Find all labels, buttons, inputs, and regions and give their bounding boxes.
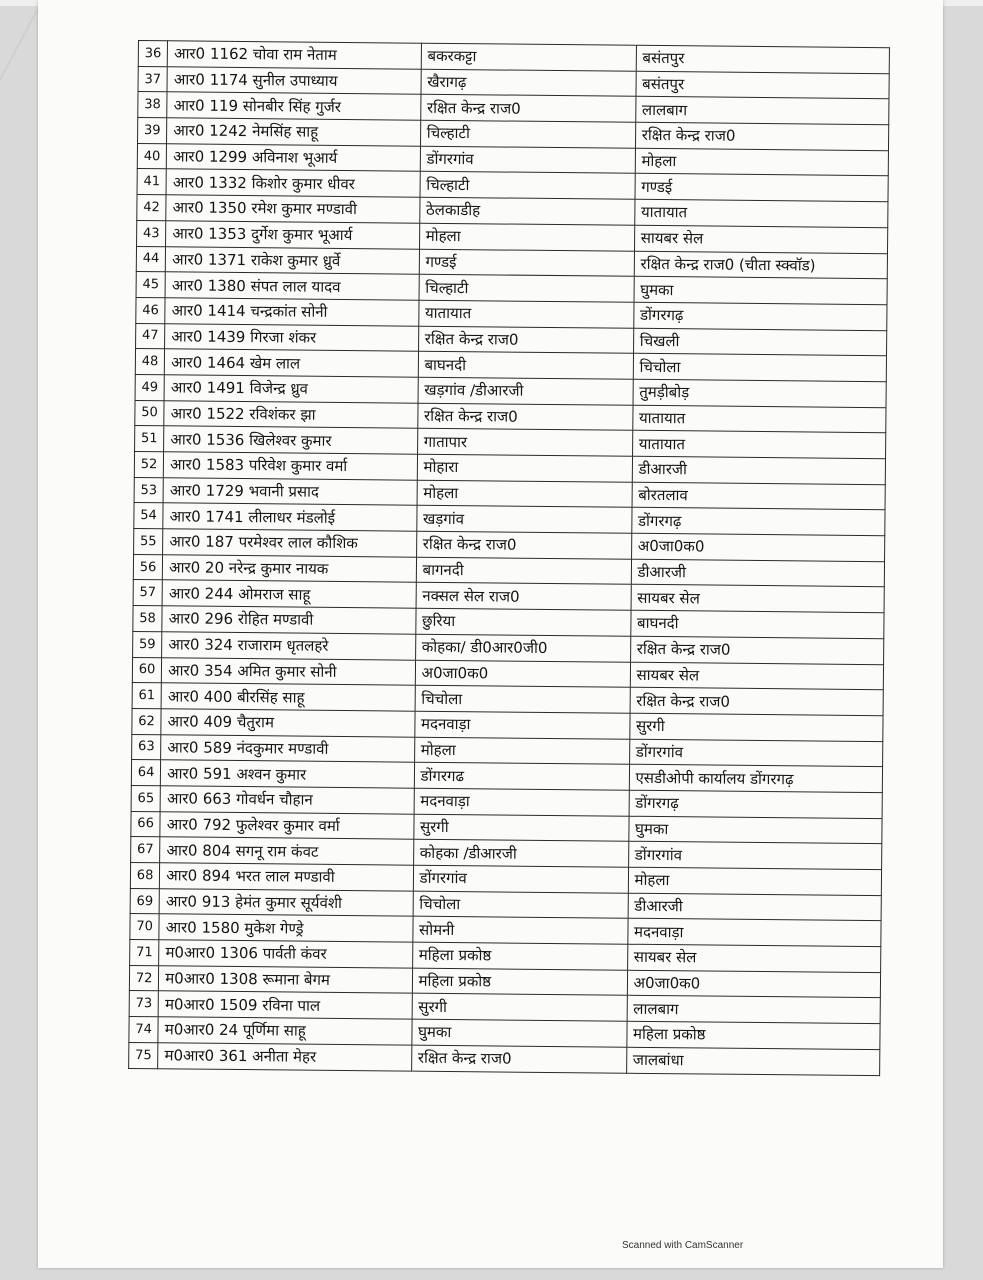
row-serial: 66 — [131, 811, 161, 837]
row-serial: 36 — [138, 41, 168, 67]
row-serial: 65 — [131, 785, 161, 811]
row-name: आर0 244 ओमराज साहू — [162, 580, 416, 608]
row-name: आर0 894 भरत लाल मण्डावी — [160, 863, 414, 891]
row-serial: 42 — [137, 195, 167, 221]
row-to-posting: जालबांधा — [626, 1047, 880, 1075]
row-from-posting: महिला प्रकोष्ठ — [412, 942, 627, 970]
row-from-posting: यातायात — [418, 300, 633, 328]
row-to-posting: डोंगरगढ़ — [633, 302, 887, 330]
row-to-posting: रक्षित केन्द्र राज0 — [630, 636, 884, 664]
row-name: आर0 119 सोनबीर सिंह गुर्जर — [167, 92, 421, 120]
row-to-posting: यातायात — [632, 431, 886, 459]
row-from-posting: मोहला — [414, 737, 629, 765]
row-to-posting: बसंतपुर — [636, 71, 890, 99]
row-from-posting: डोंगरगढ — [414, 762, 629, 790]
row-from-posting: खड़गांव — [416, 506, 631, 534]
row-name: म0आर0 1306 पार्वती कंवर — [159, 940, 413, 968]
row-serial: 43 — [137, 220, 167, 246]
row-from-posting: नक्सल सेल राज0 — [416, 583, 631, 611]
row-to-posting: अ0जा0क0 — [631, 533, 885, 561]
row-from-posting: बाघनदी — [418, 351, 633, 379]
row-name: आर0 1464 खेम लाल — [165, 349, 419, 377]
row-name: म0आर0 1509 रविना पाल — [158, 991, 412, 1019]
row-name: आर0 804 सगनू राम कंवट — [160, 837, 414, 865]
row-serial: 64 — [131, 760, 161, 786]
row-to-posting: यातायात — [634, 199, 888, 227]
row-name: आर0 792 फुलेश्वर कुमार वर्मा — [160, 811, 414, 839]
row-from-posting: छुरिया — [415, 608, 630, 636]
row-from-posting: बकरकट्टा — [421, 43, 636, 71]
row-from-posting: मोहला — [417, 480, 632, 508]
row-to-posting: डोंगरगांव — [628, 842, 882, 870]
row-serial: 46 — [136, 297, 166, 323]
row-name: आर0 1522 रविशंकर झा — [164, 400, 418, 428]
row-name: आर0 663 गोवर्धन चौहान — [160, 786, 414, 814]
row-to-posting: घुमका — [628, 816, 882, 844]
row-to-posting: सायबर सेल — [634, 225, 888, 253]
row-serial: 63 — [132, 734, 162, 760]
row-name: आर0 1491 विजेन्द्र ध्रुव — [164, 375, 418, 403]
row-name: आर0 1414 चन्द्रकांत सोनी — [165, 298, 419, 326]
row-name: आर0 296 रोहित मण्डावी — [162, 606, 416, 634]
row-name: आर0 1332 किशोर कुमार धीवर — [166, 169, 420, 197]
row-to-posting: महिला प्रकोष्ठ — [626, 1021, 880, 1049]
row-to-posting: बोरतलाव — [632, 482, 886, 510]
row-serial: 48 — [135, 349, 165, 375]
table-body — [129, 41, 890, 1076]
row-serial: 39 — [138, 118, 168, 144]
row-from-posting: गण्डई — [419, 249, 634, 277]
row-serial: 75 — [129, 1042, 159, 1068]
row-serial: 59 — [133, 631, 163, 657]
row-to-posting: चिचोला — [633, 354, 887, 382]
row-from-posting: रक्षित केन्द्र राज0 — [420, 95, 635, 123]
row-to-posting: लालबाग — [627, 996, 881, 1024]
row-serial: 47 — [136, 323, 166, 349]
row-name: आर0 1439 गिरजा शंकर — [165, 323, 419, 351]
row-serial: 72 — [129, 965, 159, 991]
row-serial: 71 — [130, 940, 160, 966]
row-from-posting: डोंगरगांव — [413, 865, 628, 893]
row-from-posting: मोहारा — [417, 454, 632, 482]
row-to-posting: बाघनदी — [630, 610, 884, 638]
row-from-posting: रक्षित केन्द्र राज0 — [418, 326, 633, 354]
row-name: आर0 1162 चोवा राम नेताम — [168, 41, 422, 69]
row-from-posting: चिचोला — [415, 685, 630, 713]
row-to-posting: डीआरजी — [631, 559, 885, 587]
row-name: आर0 913 हेमंत कुमार सूर्यवंशी — [159, 888, 413, 916]
row-serial: 67 — [131, 837, 161, 863]
row-serial: 40 — [137, 143, 167, 169]
row-serial: 69 — [130, 888, 160, 914]
row-to-posting: बसंतपुर — [636, 45, 890, 73]
row-to-posting: सायबर सेल — [630, 662, 884, 690]
row-serial: 45 — [136, 272, 166, 298]
row-to-posting: घुमका — [634, 276, 888, 304]
row-serial: 56 — [133, 554, 163, 580]
row-name: आर0 324 राजाराम धृतलहरे — [162, 632, 416, 660]
transfer-roster-table — [128, 40, 890, 1076]
row-serial: 60 — [132, 657, 162, 683]
row-from-posting: सुरगी — [412, 994, 627, 1022]
row-serial: 68 — [130, 862, 160, 888]
row-to-posting: चिखली — [633, 328, 887, 356]
row-serial: 73 — [129, 991, 159, 1017]
row-from-posting: कोहका/ डी0आर0जी0 — [415, 634, 630, 662]
row-name: आर0 1580 मुकेश गेण्ड्रे — [159, 914, 413, 942]
row-name: आर0 591 अश्वन कुमार — [161, 760, 415, 788]
row-name: आर0 187 परमेश्वर लाल कौशिक — [163, 529, 417, 557]
row-to-posting: सायबर सेल — [631, 585, 885, 613]
row-name: आर0 20 नरेन्द्र कुमार नायक — [163, 555, 417, 583]
row-from-posting: ठेलकाडीह — [419, 197, 634, 225]
row-to-posting: तुमड़ीबोड़ — [633, 379, 887, 407]
row-name: आर0 1729 भवानी प्रसाद — [163, 477, 417, 505]
row-from-posting: कोहका /डीआरजी — [413, 839, 628, 867]
row-to-posting: रक्षित केन्द्र राज0 — [630, 687, 884, 715]
row-name: आर0 1350 रमेश कुमार मण्डावी — [166, 195, 420, 223]
row-name: आर0 1174 सुनील उपाध्याय — [167, 66, 421, 94]
row-serial: 57 — [133, 580, 163, 606]
row-from-posting: घुमका — [411, 1019, 626, 1047]
row-to-posting: रक्षित केन्द्र राज0 (चीता स्क्वॉड) — [634, 251, 888, 279]
row-name: आर0 589 नंदकुमार मण्डावी — [161, 734, 415, 762]
row-from-posting: सुरगी — [413, 814, 628, 842]
row-name: म0आर0 1308 रूमाना बेगम — [159, 965, 413, 993]
row-to-posting: मदनवाड़ा — [627, 919, 881, 947]
row-to-posting: सुरगी — [629, 713, 883, 741]
row-name: आर0 1741 लीलाधर मंडलोई — [163, 503, 417, 531]
row-to-posting: यातायात — [632, 405, 886, 433]
row-to-posting: डीआरजी — [632, 456, 886, 484]
row-from-posting: बागनदी — [416, 557, 631, 585]
row-name: म0आर0 24 पूर्णिमा साहू — [158, 1017, 412, 1045]
row-serial: 61 — [132, 683, 162, 709]
row-to-posting: डोंगरगढ़ — [631, 508, 885, 536]
row-serial: 53 — [134, 477, 164, 503]
row-name: आर0 1583 परिवेश कुमार वर्मा — [164, 452, 418, 480]
row-from-posting: रक्षित केन्द्र राज0 — [416, 531, 631, 559]
row-serial: 62 — [132, 708, 162, 734]
row-from-posting: चिचोला — [413, 891, 628, 919]
row-serial: 58 — [133, 606, 163, 632]
row-from-posting: रक्षित केन्द्र राज0 — [417, 403, 632, 431]
row-from-posting: रक्षित केन्द्र राज0 — [411, 1045, 626, 1073]
row-to-posting: अ0जा0क0 — [627, 970, 881, 998]
row-from-posting: सोमनी — [412, 917, 627, 945]
row-from-posting: मदनवाड़ा — [414, 788, 629, 816]
row-name: आर0 354 अमित कुमार सोनी — [162, 657, 416, 685]
row-to-posting: डोंगरगांव — [629, 739, 883, 767]
row-to-posting: गण्डई — [635, 174, 889, 202]
row-name: आर0 1242 नेमसिंह साहू — [167, 118, 421, 146]
scanner-watermark: Scanned with CamScanner — [622, 1240, 744, 1251]
row-from-posting: मदनवाड़ा — [414, 711, 629, 739]
row-to-posting: मोहला — [635, 148, 889, 176]
row-to-posting: रक्षित केन्द्र राज0 — [635, 122, 889, 150]
row-name: आर0 409 चैतुराम — [161, 709, 415, 737]
row-serial: 44 — [136, 246, 166, 272]
row-serial: 38 — [138, 92, 168, 118]
row-from-posting: चिल्हाटी — [420, 120, 635, 148]
row-to-posting: एसडीओपी कार्यालय डोंगरगढ़ — [629, 764, 883, 792]
row-name: आर0 400 बीरसिंह साहू — [161, 683, 415, 711]
row-to-posting: डोंगरगढ़ — [629, 790, 883, 818]
row-from-posting: डोंगरगांव — [420, 146, 635, 174]
row-serial: 54 — [134, 503, 164, 529]
row-serial: 50 — [135, 400, 165, 426]
row-from-posting: खड़गांव /डीआरजी — [418, 377, 633, 405]
row-from-posting: चिल्हाटी — [420, 172, 635, 200]
row-to-posting: डीआरजी — [628, 893, 882, 921]
row-to-posting: लालबाग — [635, 97, 889, 125]
row-from-posting: गातापार — [417, 429, 632, 457]
row-serial: 52 — [134, 451, 164, 477]
row-from-posting: खैरागढ़ — [421, 69, 636, 97]
row-serial: 55 — [134, 529, 164, 555]
row-serial: 41 — [137, 169, 167, 195]
row-serial: 49 — [135, 374, 165, 400]
row-name: आर0 1353 दुर्गेश कुमार भूआर्य — [166, 221, 420, 249]
row-to-posting: मोहला — [628, 867, 882, 895]
row-from-posting: अ0जा0क0 — [415, 660, 630, 688]
row-serial: 51 — [135, 426, 165, 452]
row-serial: 70 — [130, 914, 160, 940]
row-to-posting: सायबर सेल — [627, 944, 881, 972]
row-name: आर0 1371 राकेश कुमार ध्रुर्वे — [166, 246, 420, 274]
row-name: आर0 1536 खिलेश्वर कुमार — [164, 426, 418, 454]
row-from-posting: चिल्हाटी — [419, 274, 634, 302]
paper-fold-mark — [0, 10, 38, 117]
row-name: आर0 1380 संपत लाल यादव — [165, 272, 419, 300]
row-serial: 37 — [138, 66, 168, 92]
row-name: म0आर0 361 अनीता मेहर — [158, 1043, 412, 1071]
row-serial: 74 — [129, 1017, 159, 1043]
row-from-posting: मोहला — [419, 223, 634, 251]
row-name: आर0 1299 अविनाश भूआर्य — [167, 144, 421, 172]
row-from-posting: महिला प्रकोष्ठ — [412, 968, 627, 996]
